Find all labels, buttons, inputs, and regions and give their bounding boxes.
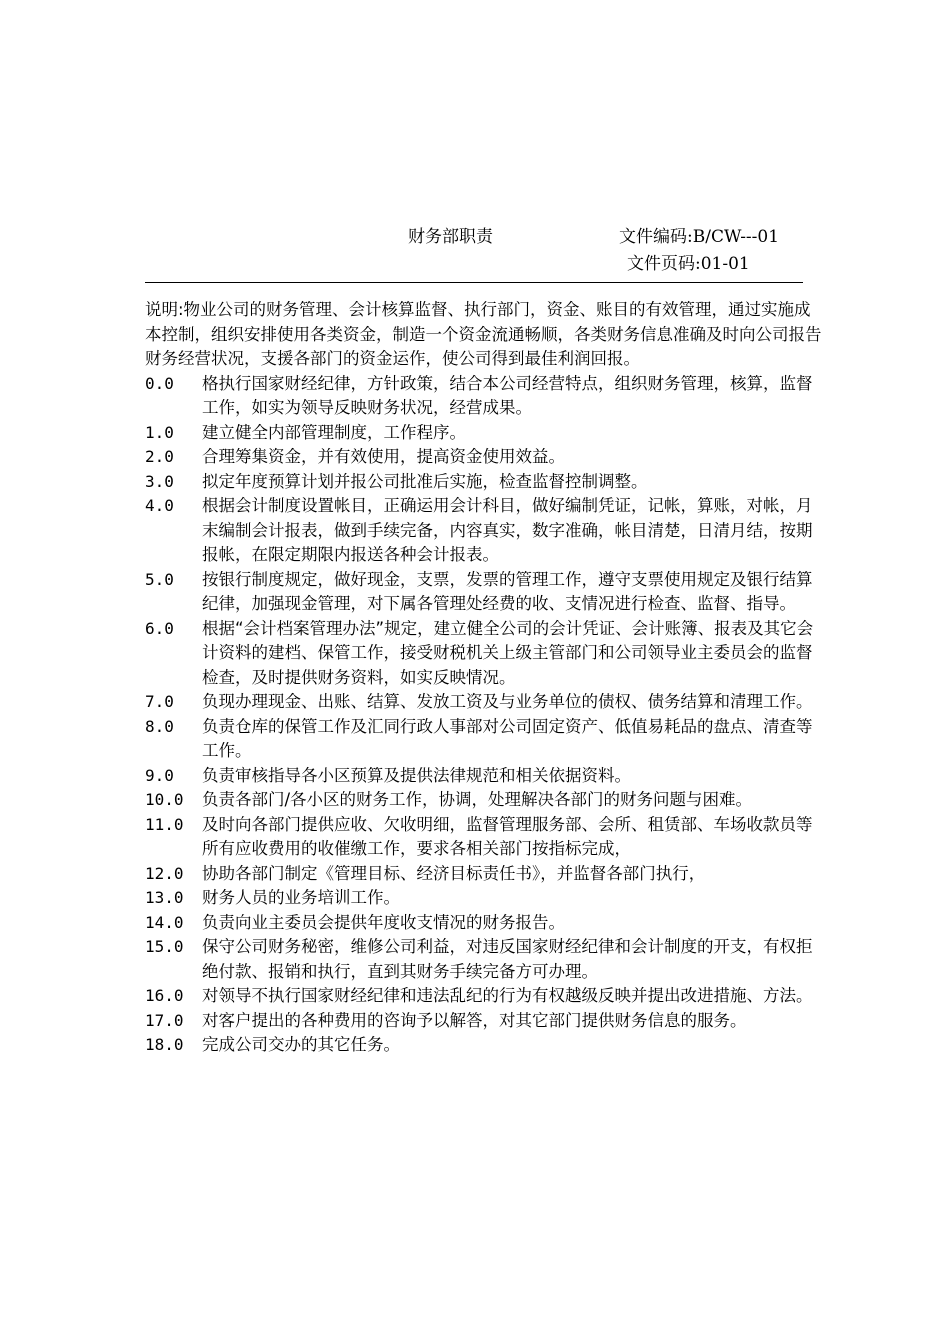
duty-item-text: 完成公司交办的其它任务。 <box>202 1035 400 1054</box>
duty-item-text: 协助各部门制定《管理目标、经济目标责任书》，并监督各部门执行， <box>202 863 706 883</box>
duty-item-text: 负现办理现金、出账、结算、发放工资及与业务单位的债权、债务结算和清理工作。 <box>202 692 813 711</box>
duty-item-number: 6.0 <box>145 618 174 638</box>
duty-item <box>145 421 825 446</box>
file-code: 文件编码:B/CW---01 <box>619 227 780 247</box>
duty-item-text: 建立健全内部管理制度，工作程序。 <box>202 422 466 442</box>
duty-item-number: 12.0 <box>145 863 184 883</box>
duty-item <box>145 911 825 936</box>
duty-item <box>145 935 825 984</box>
duty-item <box>145 372 825 421</box>
duty-item <box>145 813 825 862</box>
duty-item-text: 拟定年度预算计划并报公司批准后实施，检查监督控制调整。 <box>202 471 648 491</box>
duty-item-number: 1.0 <box>145 422 174 442</box>
duty-list <box>145 372 825 1058</box>
duty-item-text: 保守公司财务秘密，维修公司利益，对违反国家财经纪律和会计制度的开支，有权拒绝付款、报销和执行，直到其财务手续完备方可办理。 <box>202 937 813 981</box>
duty-item <box>145 1009 825 1034</box>
duty-item-number: 14.0 <box>145 912 184 932</box>
duty-item-text: 格执行国家财经纪律，方针政策，结合本公司经营特点，组织财务管理，核算，监督工作，如实为领导反映财务状况，经营成果。 <box>202 373 813 417</box>
duty-item <box>145 715 825 764</box>
duty-item-number: 0.0 <box>145 373 174 393</box>
duty-item-number: 3.0 <box>145 471 174 491</box>
duty-item <box>145 690 825 715</box>
duty-item <box>145 788 825 813</box>
duty-item-text: 按银行制度规定，做好现金，支票，发票的管理工作，遵守支票使用规定及银行结算纪律，加强现金管理，对下属各管理处经费的收、支情况进行检查、监督、指导。 <box>202 569 813 613</box>
duty-item <box>145 862 825 887</box>
duty-item-number: 2.0 <box>145 447 174 466</box>
duty-item-number: 15.0 <box>145 937 184 956</box>
duty-item-text: 对领导不执行国家财经纪律和违法乱纪的行为有权越级反映并提出改进措施、方法。 <box>202 986 813 1005</box>
duty-item <box>145 1033 825 1058</box>
document-title: 财务部职责 <box>408 227 493 247</box>
duty-item-text: 对客户提出的各种费用的咨询予以解答，对其它部门提供财务信息的服务。 <box>202 1010 747 1030</box>
header-divider <box>145 282 803 283</box>
duty-item-text: 合理筹集资金，并有效使用，提高资金使用效益。 <box>202 447 565 466</box>
duty-item <box>145 886 825 911</box>
duty-item-text: 及时向各部门提供应收、欠收明细，监督管理服务部、会所、租赁部、车场收款员等所有应收费用的收催缴工作，要求各相关部门按指标完成， <box>202 814 813 858</box>
duty-item-number: 9.0 <box>145 765 174 785</box>
duty-item <box>145 445 825 470</box>
duty-item-number: 10.0 <box>145 790 184 809</box>
intro-paragraph: 说明:物业公司的财务管理、会计核算监督、执行部门，资金、账目的有效管理，通过实施成本控制，组织安排使用各类资金，制造一个资金流通畅顺，各类财务信息准确及时向公司报告财务经营状况，支援各部门的资金运作，使公司得到最佳利润回报。 <box>145 300 822 368</box>
duty-item-text: 负责仓库的保管工作及汇同行政人事部对公司固定资产、低值易耗品的盘点、清查等工作。 <box>202 716 813 760</box>
duty-item <box>145 470 825 495</box>
duty-item-number: 16.0 <box>145 986 184 1005</box>
duty-item-number: 11.0 <box>145 814 184 834</box>
duty-item-number: 5.0 <box>145 569 174 589</box>
duty-item-text: 根据会计制度设置帐目，正确运用会计科目，做好编制凭证，记帐，算账，对帐，月末编制会计报表，做到手续完备，内容真实，数字准确，帐目清楚，日清月结，按期报帐，在限定期限内报送各种会计报表。 <box>202 496 813 564</box>
duty-item <box>145 617 825 691</box>
duty-item-text: 根据“会计档案管理办法”规定，建立健全公司的会计凭证、会计账簿、报表及其它会计资料的建档、保管工作，接受财税机关上级主管部门和公司领导业主委员会的监督检查，及时提供财务资料，如实反映情况。 <box>202 618 814 687</box>
duty-item <box>145 764 825 789</box>
duty-item-text: 财务人员的业务培训工作。 <box>202 888 400 907</box>
duty-item-number: 17.0 <box>145 1010 184 1030</box>
document-body <box>145 298 825 1058</box>
duty-item-number: 8.0 <box>145 716 174 736</box>
duty-item <box>145 568 825 617</box>
page-code: 文件页码:01-01 <box>627 254 750 274</box>
duty-item-number: 4.0 <box>145 496 174 515</box>
duty-item-number: 18.0 <box>145 1035 184 1054</box>
duty-item-number: 7.0 <box>145 692 174 711</box>
duty-item-number: 13.0 <box>145 888 184 907</box>
duty-item <box>145 494 825 568</box>
duty-item-text: 负责向业主委员会提供年度收支情况的财务报告。 <box>202 912 565 932</box>
duty-item-text: 负责各部门/各小区的财务工作，协调，处理解决各部门的财务问题与困难。 <box>202 790 753 809</box>
duty-item-text: 负责审核指导各小区预算及提供法律规范和相关依据资料。 <box>202 765 631 785</box>
duty-item <box>145 984 825 1009</box>
